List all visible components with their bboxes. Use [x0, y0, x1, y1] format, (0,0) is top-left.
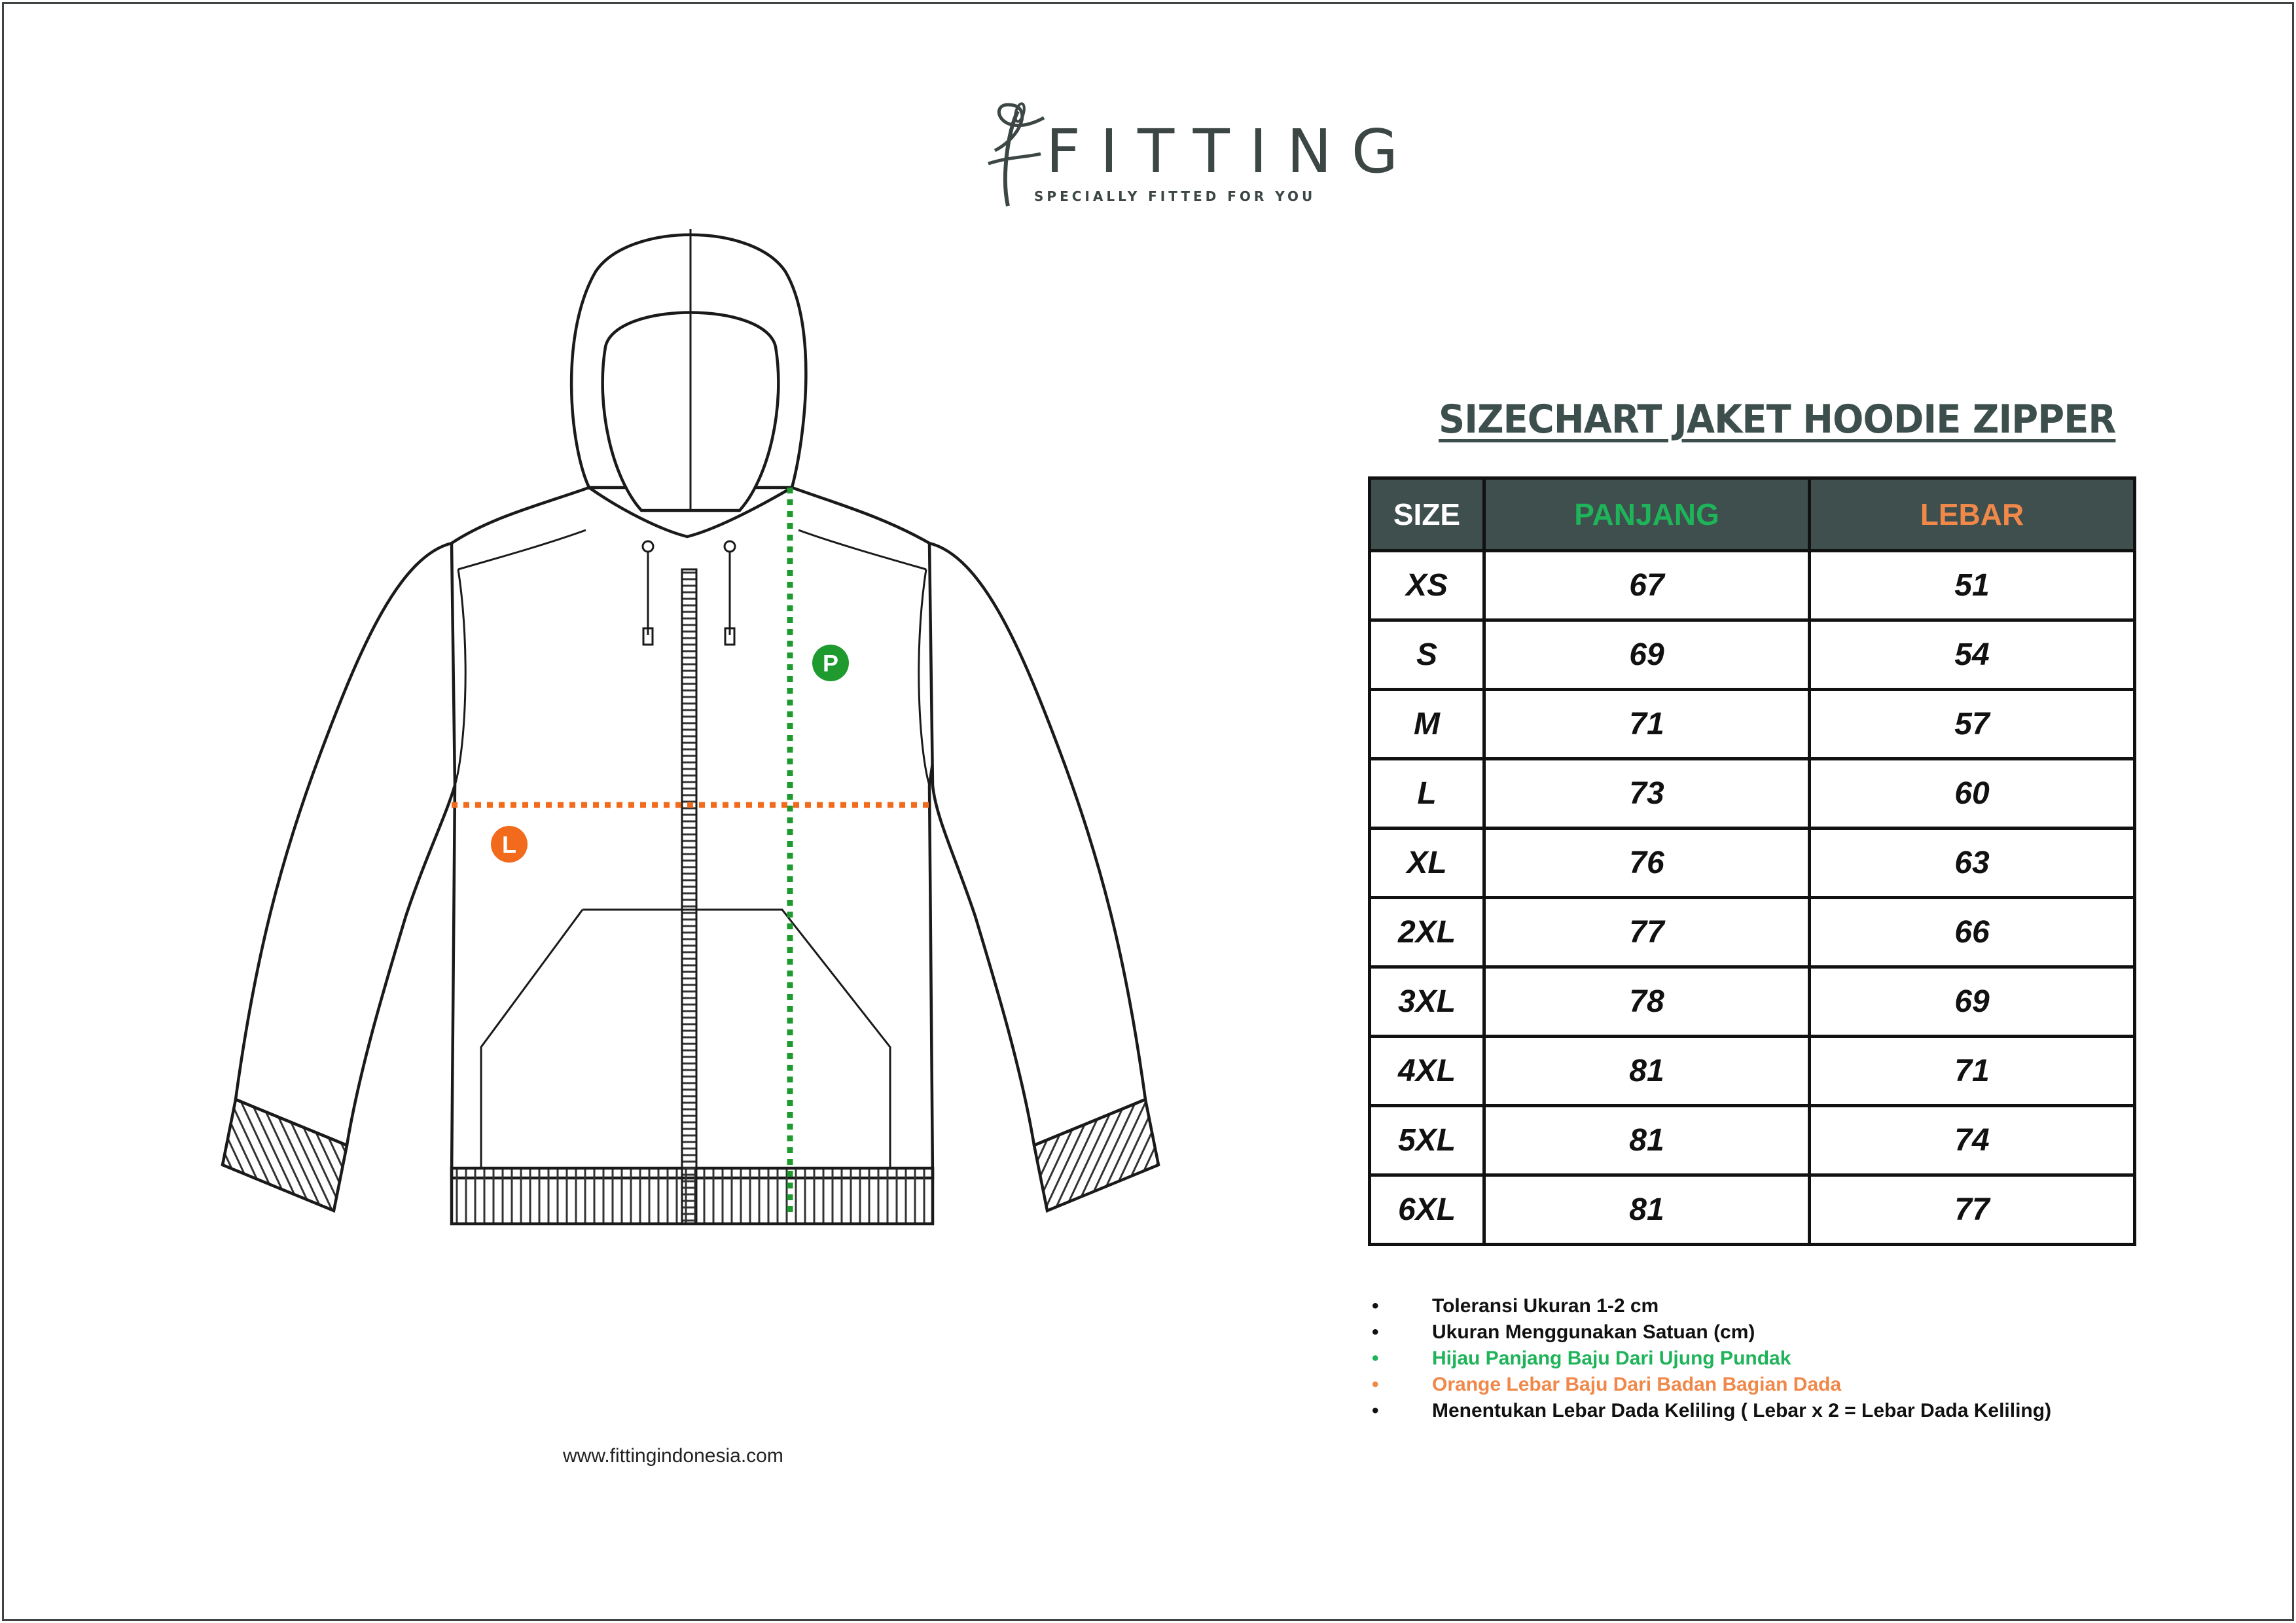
- header-panjang: PANJANG: [1484, 478, 1810, 551]
- cell-size: 6XL: [1370, 1175, 1484, 1245]
- table-row: [1370, 898, 2135, 967]
- cell-panjang: 67: [1484, 551, 1810, 620]
- cell-size: XS: [1370, 551, 1484, 620]
- table-row: [1370, 551, 2135, 620]
- notes-list: [1372, 1293, 2051, 1424]
- length-marker-label: P: [822, 650, 839, 677]
- table-row: [1370, 1175, 2135, 1245]
- sizechart-title: SIZECHART JAKET HOODIE ZIPPER: [1439, 397, 2116, 442]
- cell-lebar: 71: [1810, 1037, 2135, 1106]
- cell-lebar: 57: [1810, 690, 2135, 759]
- cell-panjang: 81: [1484, 1106, 1810, 1175]
- note-item: • Ukuran Menggunakan Satuan (cm): [1372, 1319, 2051, 1346]
- cell-lebar: 54: [1810, 620, 2135, 690]
- brand-tagline: SPECIALLY FITTED FOR YOU: [1034, 188, 1316, 204]
- table-row: [1370, 690, 2135, 759]
- cell-panjang: 77: [1484, 898, 1810, 967]
- table-row: [1370, 620, 2135, 690]
- width-marker-badge: [491, 826, 528, 863]
- cell-panjang: 81: [1484, 1037, 1810, 1106]
- brand-wordmark: FITTING: [1046, 116, 1418, 187]
- cell-lebar: 74: [1810, 1106, 2135, 1175]
- cell-panjang: 69: [1484, 620, 1810, 690]
- cell-lebar: 66: [1810, 898, 2135, 967]
- zipper: [682, 569, 696, 1224]
- cell-size: 3XL: [1370, 967, 1484, 1037]
- table-row: [1370, 829, 2135, 898]
- website-url: www.fittingindonesia.com: [563, 1445, 783, 1467]
- cell-lebar: 60: [1810, 759, 2135, 829]
- cell-panjang: 78: [1484, 967, 1810, 1037]
- length-marker-badge: [812, 645, 849, 681]
- table-row: [1370, 967, 2135, 1037]
- cell-size: L: [1370, 759, 1484, 829]
- cell-lebar: 63: [1810, 829, 2135, 898]
- table-header-row: [1370, 478, 2135, 551]
- header-size: SIZE: [1370, 478, 1484, 551]
- cell-size: XL: [1370, 829, 1484, 898]
- size-table: [1368, 476, 2136, 1246]
- cell-panjang: 73: [1484, 759, 1810, 829]
- cell-size: 5XL: [1370, 1106, 1484, 1175]
- table-row: [1370, 1106, 2135, 1175]
- cell-size: S: [1370, 620, 1484, 690]
- cell-size: 4XL: [1370, 1037, 1484, 1106]
- cell-size: M: [1370, 690, 1484, 759]
- note-item: • Toleransi Ukuran 1-2 cm: [1372, 1293, 2051, 1319]
- brand-logo: [982, 92, 1418, 223]
- cell-panjang: 81: [1484, 1175, 1810, 1245]
- note-item: • Orange Lebar Baju Dari Badan Bagian Dada: [1372, 1372, 2051, 1398]
- header-lebar: LEBAR: [1810, 478, 2135, 551]
- cell-lebar: 51: [1810, 551, 2135, 620]
- table-row: [1370, 1037, 2135, 1106]
- cell-size: 2XL: [1370, 898, 1484, 967]
- hoodie-illustration: [124, 229, 1276, 1243]
- width-marker-label: L: [502, 831, 516, 858]
- note-item: • Menentukan Lebar Dada Keliling ( Lebar x 2 = Lebar Dada Keliling): [1372, 1398, 2051, 1424]
- table-row: [1370, 759, 2135, 829]
- cell-lebar: 69: [1810, 967, 2135, 1037]
- cell-panjang: 76: [1484, 829, 1810, 898]
- note-item: • Hijau Panjang Baju Dari Ujung Pundak: [1372, 1346, 2051, 1372]
- cell-panjang: 71: [1484, 690, 1810, 759]
- cell-lebar: 77: [1810, 1175, 2135, 1245]
- table-body: [1370, 551, 2135, 1245]
